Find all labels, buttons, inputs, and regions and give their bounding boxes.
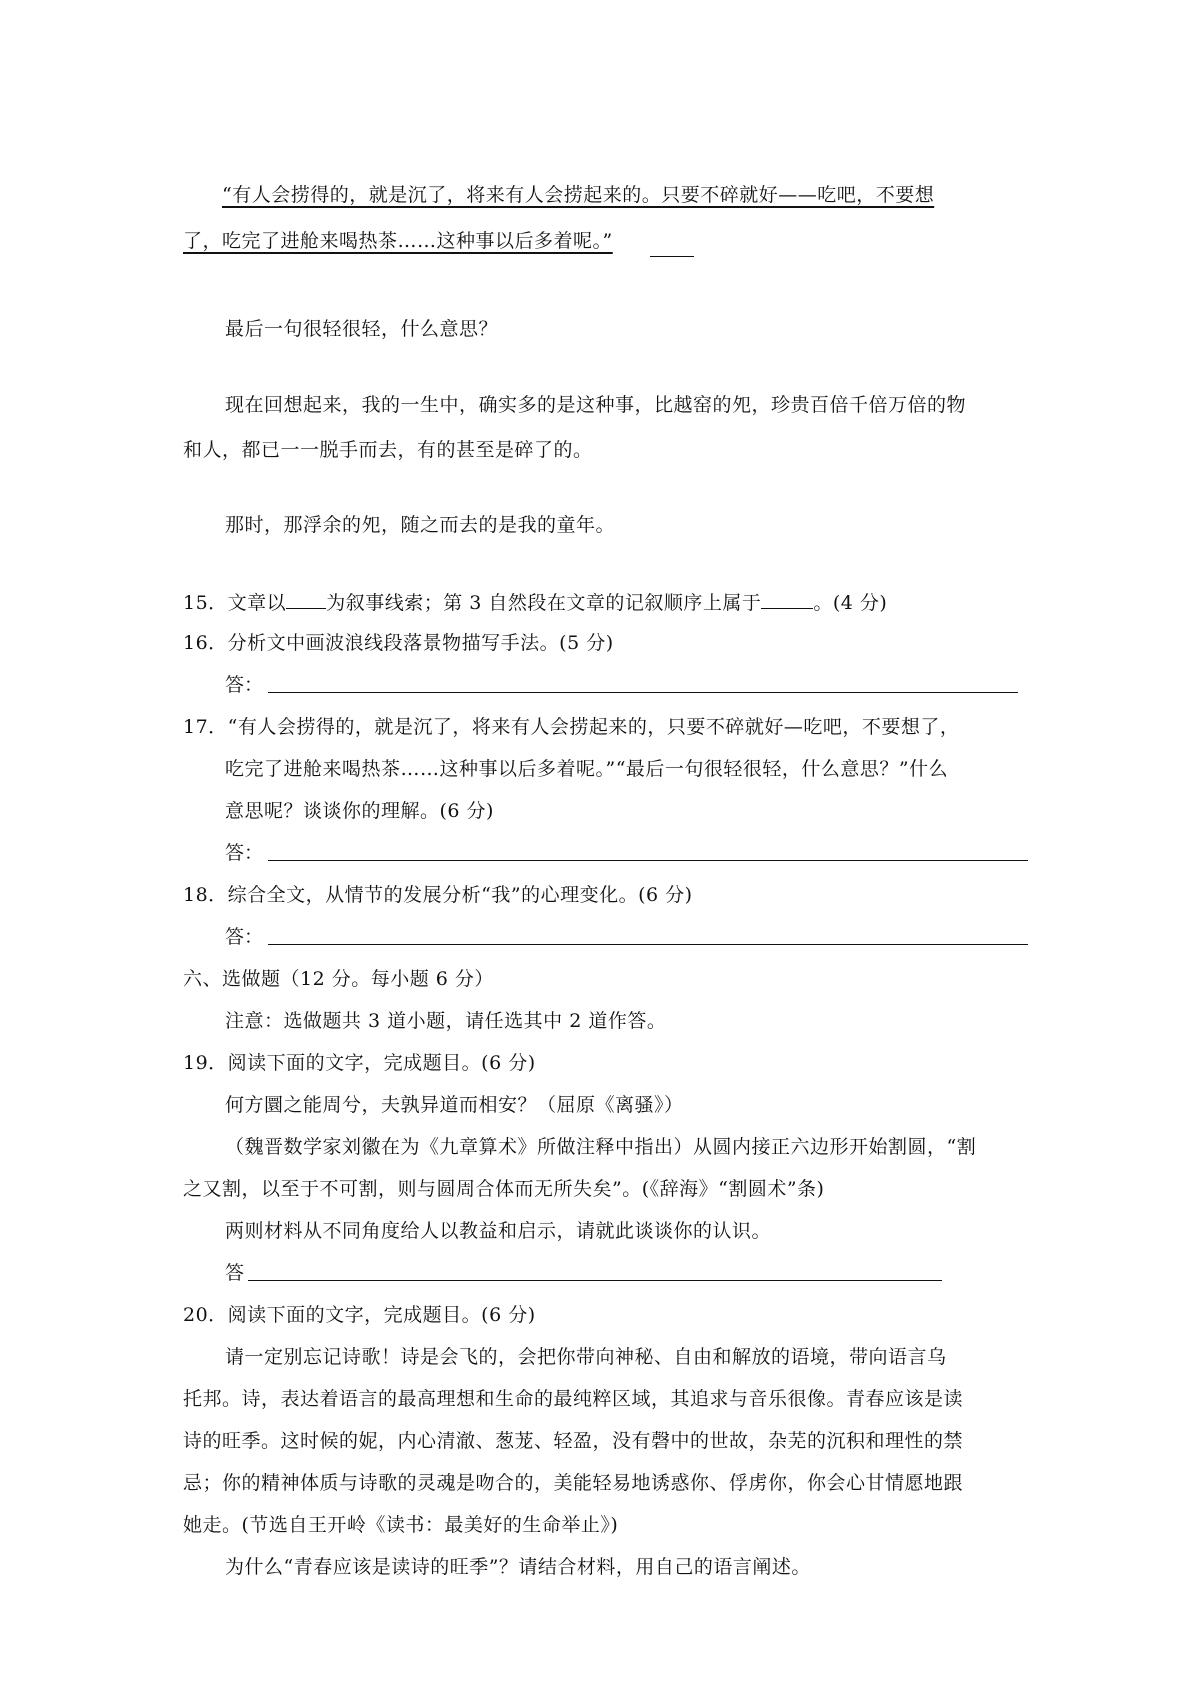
- section-6-note: 注意：选做题共 3 道小题，请任选其中 2 道作答。: [225, 1010, 667, 1032]
- q15-text-b: 为叙事线索；第 3 自然段在文章的记叙顺序上属于: [326, 592, 762, 614]
- q17-answer-line[interactable]: [268, 860, 1028, 861]
- answer-label: 答: [225, 1262, 245, 1284]
- quote-underline-tail: [650, 256, 694, 257]
- answer-label: 答：: [225, 674, 264, 696]
- q20-material-line3: 诗的旺季。这时候的妮，内心清澈、葱茏、轻盈，没有磬中的世故，杂芜的沉积和理性的禁: [183, 1430, 964, 1452]
- passage-quote-line2: 了，吃完了进舱来喝热茶……这种事以后多着呢。”: [183, 230, 613, 252]
- q19-prompt: 两则材料从不同角度给人以教益和启示，请就此谈谈你的认识。: [225, 1220, 772, 1242]
- passage-paragraph: 现在回想起来，我的一生中，确实多的是这种事，比越窑的夗，珍贵百倍千倍万倍的物: [225, 394, 967, 416]
- question-19: 19．阅读下面的文字，完成题目。(6 分): [183, 1052, 536, 1074]
- section-6-heading: 六、选做题（12 分。每小题 6 分）: [183, 968, 494, 990]
- question-17-line3: 意思呢？谈谈你的理解。(6 分): [225, 800, 494, 822]
- q19-answer-line[interactable]: [248, 1280, 942, 1281]
- q19-material-1: 何方圜之能周兮，夫孰异道而相安？（屈原《离骚》）: [225, 1094, 684, 1116]
- q15-text-c: 。(4 分): [813, 592, 888, 614]
- question-17-line2: 吃完了进舱来喝热茶……这种事以后多着呢。”“最后一句很轻很轻，什么意思？”什么: [225, 758, 949, 780]
- q15-text-a: 15．文章以: [183, 592, 287, 614]
- q18-answer-line[interactable]: [268, 944, 1028, 945]
- q20-material-line1: 请一定别忘记诗歌！诗是会飞的，会把你带向神秘、自由和解放的语境，带向语言乌: [225, 1346, 947, 1368]
- q15-blank-1[interactable]: [286, 588, 326, 609]
- question-15: [183, 588, 887, 616]
- passage-paragraph: 和人，都已一一脱手而去，有的甚至是碎了的。: [183, 439, 593, 461]
- q19-material-2-line2: 之又割，以至于不可割，则与圆周合体而无所失矣”。(《辞海》“割圆术”条): [183, 1178, 825, 1200]
- q15-blank-2[interactable]: [761, 588, 813, 609]
- q20-material-line4: 忌；你的精神体质与诗歌的灵魂是吻合的，美能轻易地诱惑你、俘虏你，你会心甘情愿地跟: [183, 1472, 964, 1494]
- q19-material-2-line1: （魏晋数学家刘徽在为《九章算术》所做注释中指出）从圆内接正六边形开始割圆，“割: [225, 1136, 977, 1158]
- passage-quote-line1: “有人会捞得的，就是沉了，将来有人会捞起来的。只要不碎就好——吃吧，不要想: [222, 184, 935, 206]
- passage-paragraph: 那时，那浮余的夗，随之而去的是我的童年。: [225, 514, 616, 536]
- q16-answer-line[interactable]: [268, 692, 1018, 693]
- question-20: 20．阅读下面的文字，完成题目。(6 分): [183, 1304, 536, 1326]
- question-17-line1: 17．“有人会捞得的，就是沉了，将来有人会捞起来的，只要不碎就好—吃吧，不要想了，: [183, 716, 960, 738]
- passage-paragraph: 最后一句很轻很轻，什么意思？: [225, 318, 499, 340]
- answer-label: 答：: [225, 842, 264, 864]
- q20-prompt: 为什么“青春应该是读诗的旺季”？请结合材料，用自己的语言阐述。: [225, 1556, 811, 1578]
- question-18: 18．综合全文，从情节的发展分析“我”的心理变化。(6 分): [183, 884, 693, 906]
- question-16: 16．分析文中画波浪线段落景物描写手法。(5 分): [183, 632, 614, 654]
- q20-material-line2: 托邦。诗，表达着语言的最高理想和生命的最纯粹区域，其追求与音乐很像。青春应该是读: [183, 1388, 964, 1410]
- answer-label: 答：: [225, 926, 264, 948]
- q20-material-line5: 她走。(节选自王开岭《读书：最美好的生命举止》): [183, 1514, 619, 1536]
